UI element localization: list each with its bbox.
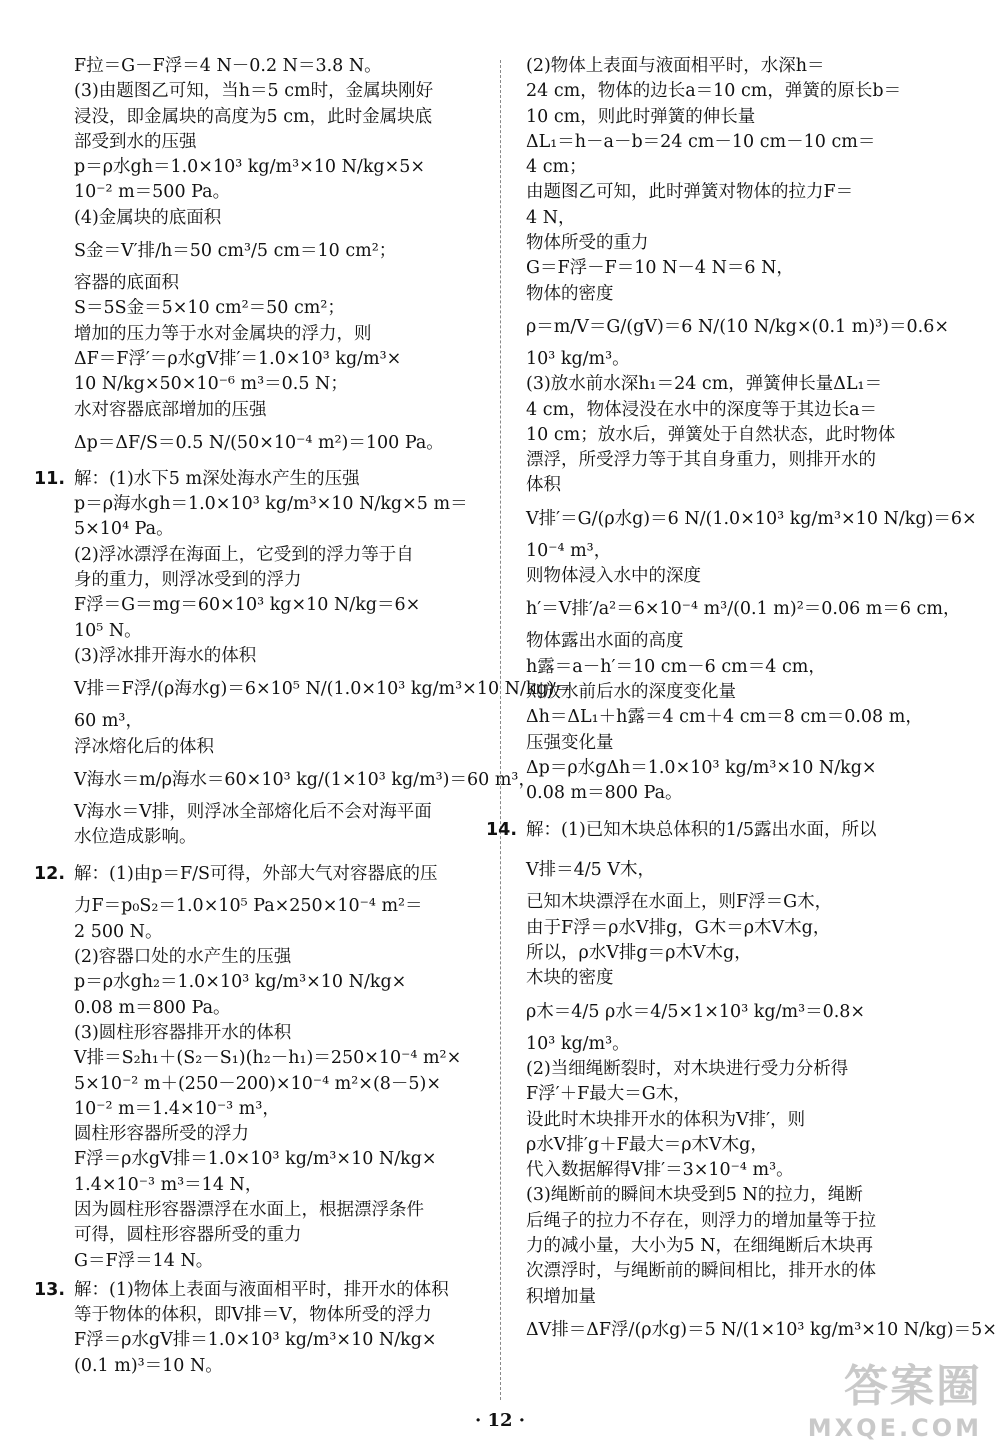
line-text: G＝F浮＝14 N。 <box>74 1250 214 1271</box>
line-text: V排＝S₂h₁＋(S₂－S₁)(h₂－h₁)＝250×10⁻⁴ m²× <box>74 1048 462 1069</box>
line-text: F浮＝G＝mg＝60×10³ kg×10 N/kg＝6× <box>74 595 421 616</box>
text-line <box>526 180 934 205</box>
text-line <box>526 629 934 654</box>
line-text: 则放水前后水的深度变化量 <box>526 681 736 702</box>
text-line <box>74 1021 482 1046</box>
text-line <box>526 307 950 347</box>
text-line <box>526 1108 934 1133</box>
text-line <box>74 1173 482 1198</box>
text-line <box>74 322 482 347</box>
line-text: 解：(1)由p＝F/S可得，外部大气对容器底的压 <box>74 864 438 885</box>
text-line <box>526 1209 934 1234</box>
text-line <box>526 1057 934 1082</box>
text-line <box>526 731 934 756</box>
line-text: 2 500 N。 <box>74 921 163 942</box>
line-text: 物体露出水面的高度 <box>526 631 684 652</box>
line-text: 力的减小量，大小为5 N，在细绳断后木块再 <box>526 1235 874 1256</box>
column-divider <box>500 60 501 1400</box>
line-text: 10 cm，则此时弹簧的伸长量 <box>526 106 756 127</box>
text-line <box>526 781 934 806</box>
line-text: 可得，圆柱形容器所受的重力 <box>74 1225 302 1246</box>
line-text: Δp＝ρ水gΔh＝1.0×10³ kg/m³×10 N/kg× <box>526 757 877 778</box>
text-line <box>74 79 482 104</box>
text-line <box>526 992 934 1032</box>
line-text: (0.1 m)³＝10 N。 <box>74 1355 223 1376</box>
line-text: 0.08 m＝800 Pa。 <box>526 783 683 804</box>
page-number: · 12 · <box>474 1410 526 1431</box>
line-text: 水位造成影响。 <box>74 827 197 848</box>
line-text: 身的重力，则浮冰受到的浮力 <box>74 570 302 591</box>
line-text: ρ＝m/V＝G/(gV)＝6 N/(10 N/kg×(0.1 m)³)＝0.6× <box>526 316 950 337</box>
text-line <box>526 1285 934 1310</box>
question-number: 12. <box>34 864 66 885</box>
text-line <box>74 1046 482 1071</box>
text-line <box>526 1310 997 1350</box>
text-line <box>526 105 934 130</box>
line-text: 1.4×10⁻³ m³＝14 N， <box>74 1174 263 1195</box>
text-line <box>74 1249 482 1274</box>
line-text: 圆柱形容器所受的浮力 <box>74 1124 249 1145</box>
text-line <box>74 231 482 271</box>
line-text: 10⁻² m＝500 Pa。 <box>74 182 231 203</box>
text-line <box>526 473 934 498</box>
line-text: 10⁵ N。 <box>74 620 142 641</box>
text-line <box>526 680 934 705</box>
line-text: V排＝F浮/(ρ海水g)＝6×10⁵ N/(1.0×10³ kg/m³×10 N/kg)＝ <box>74 679 572 700</box>
question-line <box>34 1278 482 1303</box>
line-text: 容器的底面积 <box>74 273 179 294</box>
text-line <box>526 1183 934 1208</box>
text-line <box>526 756 934 781</box>
text-line <box>74 1223 482 1248</box>
line-text: F浮′＋F最大＝G木， <box>526 1084 691 1105</box>
line-text: 体积 <box>526 475 561 496</box>
line-text: ΔL₁＝h－a－b＝24 cm－10 cm－10 cm＝ <box>526 131 876 152</box>
text-line <box>74 543 482 568</box>
text-line <box>74 800 482 825</box>
line-text: 解：(1)物体上表面与液面相平时，排开水的体积 <box>74 1279 449 1300</box>
line-text: 10³ kg/m³。 <box>526 348 630 369</box>
text-line <box>526 423 934 448</box>
text-line <box>74 1328 482 1353</box>
line-text: (4)金属块的底面积 <box>74 207 222 228</box>
line-text: 增加的压力等于水对金属块的浮力，则 <box>74 323 372 344</box>
line-text: 4 N， <box>526 207 576 228</box>
text-line <box>74 593 482 618</box>
text-line <box>526 564 934 589</box>
text-line <box>74 945 482 970</box>
text-line <box>526 130 934 155</box>
line-text: 压强变化量 <box>526 732 614 753</box>
line-text: 5×10⁴ Pa。 <box>74 519 174 540</box>
text-line <box>526 372 934 397</box>
watermark-logo <box>808 1350 982 1442</box>
line-text: p＝ρ海水gh＝1.0×10³ kg/m³×10 N/kg×5 m＝ <box>74 494 468 515</box>
line-text: (3)绳断前的瞬间木块受到5 N的拉力，绳断 <box>526 1185 863 1206</box>
line-text: 浸没，即金属块的高度为5 cm，此时金属块底 <box>74 106 433 127</box>
text-line <box>526 155 934 180</box>
line-text: V排′＝G/(ρ水g)＝6 N/(1.0×10³ kg/m³×10 N/kg)＝6× <box>526 508 977 529</box>
line-text: F浮＝ρ水gV排＝1.0×10³ kg/m³×10 N/kg× <box>74 1330 437 1351</box>
text-line <box>74 155 482 180</box>
line-text: V海水＝m/ρ海水＝60×10³ kg/(1×10³ kg/m³)＝60 m³， <box>74 769 536 790</box>
line-text: 解：(1)已知木块总体积的1/5露出水面，所以 <box>526 820 877 841</box>
line-text: 后绳子的拉力不存在，则浮力的增加量等于拉 <box>526 1210 876 1231</box>
question-number: 13. <box>34 1279 66 1300</box>
text-line <box>74 760 536 800</box>
line-text: 60 m³， <box>74 711 143 732</box>
text-line <box>526 347 934 372</box>
line-text: h′＝V排′/a²＝6×10⁻⁴ m³/(0.1 m)²＝0.06 m＝6 cm， <box>526 599 961 620</box>
line-text: 0.08 m＝800 Pa。 <box>74 997 231 1018</box>
text-line <box>74 825 482 850</box>
text-line <box>526 79 934 104</box>
text-line <box>74 970 482 995</box>
text-line <box>526 966 934 991</box>
line-text: (3)由题图乙可知，当h＝5 cm时，金属块刚好 <box>74 81 434 102</box>
text-line <box>526 1082 934 1107</box>
text-line <box>526 1259 934 1284</box>
line-text: 次漂浮时，与绳断前的瞬间相比，排开水的体 <box>526 1261 876 1282</box>
question-number: 14. <box>486 820 518 841</box>
text-line <box>74 296 482 321</box>
text-line <box>74 1097 482 1122</box>
line-text: F拉＝G－F浮＝4 N－0.2 N＝3.8 N。 <box>74 56 382 76</box>
text-line <box>74 180 482 205</box>
line-text: 4 cm，物体浸没在水中的深度等于其边长a＝ <box>526 399 878 420</box>
text-line <box>74 920 482 945</box>
line-text: 解：(1)水下5 m深处海水产生的压强 <box>74 468 360 489</box>
line-text: 24 cm，物体的边长a＝10 cm，弹簧的原长b＝ <box>526 81 902 102</box>
text-line <box>74 517 482 542</box>
line-text: 设此时木块排开水的体积为V排′，则 <box>526 1109 806 1130</box>
text-line <box>74 1354 482 1379</box>
text-line <box>526 256 934 281</box>
text-line <box>74 1072 482 1097</box>
line-text: 10³ kg/m³。 <box>526 1033 630 1054</box>
line-text: 5×10⁻² m＋(250－200)×10⁻⁴ m²×(8－5)× <box>74 1073 442 1094</box>
line-text: S＝5S金＝5×10 cm²＝50 cm²； <box>74 298 345 319</box>
line-text: p＝ρ水gh₂＝1.0×10³ kg/m³×10 N/kg× <box>74 972 407 993</box>
line-text: 代入数据解得V排′＝3×10⁻⁴ m³。 <box>526 1160 794 1181</box>
line-text: 浮冰熔化后的体积 <box>74 736 214 757</box>
line-text: 已知木块漂浮在水面上，则F浮＝G木， <box>526 892 833 913</box>
text-line <box>74 894 482 919</box>
line-text: 积增加量 <box>526 1286 596 1307</box>
text-line <box>74 735 482 760</box>
line-text: (2)容器口处的水产生的压强 <box>74 947 292 968</box>
line-text: 物体的密度 <box>526 283 614 304</box>
line-text: ΔF＝F浮′＝ρ水gV排′＝1.0×10³ kg/m³× <box>74 348 402 369</box>
line-text: 漂浮，所受浮力等于其自身重力，则排开水的 <box>526 450 876 471</box>
text-line <box>74 423 482 463</box>
text-line <box>74 1198 482 1223</box>
text-line <box>526 916 934 941</box>
text-line <box>526 1234 934 1259</box>
text-line <box>74 996 482 1021</box>
text-line <box>526 850 934 890</box>
text-line <box>74 271 482 296</box>
right-column <box>486 54 997 1350</box>
line-text: 物体所受的重力 <box>526 233 649 254</box>
line-text: V海水＝V排，则浮冰全部熔化后不会对海平面 <box>74 801 432 822</box>
text-line <box>74 130 482 155</box>
line-text: (3)放水前水深h₁＝24 cm，弹簧伸长量ΔL₁＝ <box>526 374 883 395</box>
line-text: 等于物体的体积，即V排＝V，物体所受的浮力 <box>74 1305 432 1326</box>
watermark-text-bottom: MXQE.COM <box>807 1414 982 1442</box>
text-line <box>526 1158 934 1183</box>
line-text: 10 N/kg×50×10⁻⁶ m³＝0.5 N； <box>74 374 348 395</box>
line-text: (3)圆柱形容器排开水的体积 <box>74 1022 292 1043</box>
question-line <box>34 854 482 894</box>
text-line <box>526 499 977 539</box>
text-line <box>526 282 934 307</box>
text-line <box>526 231 934 256</box>
line-text: 10 cm；放水后，弹簧处于自然状态，此时物体 <box>526 424 896 445</box>
line-text: (2)物体上表面与液面相平时，水深h＝ <box>526 56 825 76</box>
line-text: p＝ρ水gh＝1.0×10³ kg/m³×10 N/kg×5× <box>74 157 426 178</box>
text-line <box>526 1133 934 1158</box>
text-line <box>526 398 934 423</box>
line-text: (2)当细绳断裂时，对木块进行受力分析得 <box>526 1058 849 1079</box>
line-text: 由于F浮＝ρ水V排g，G木＝ρ木V木g， <box>526 917 831 938</box>
question-line <box>34 467 482 492</box>
line-text: 因为圆柱形容器漂浮在水面上，根据漂浮条件 <box>74 1199 424 1220</box>
text-line <box>526 54 934 79</box>
text-line <box>74 644 482 669</box>
line-text: 10⁻² m＝1.4×10⁻³ m³， <box>74 1098 280 1119</box>
text-line <box>74 619 482 644</box>
line-text: 木块的密度 <box>526 968 614 989</box>
line-text: V排＝4/5 V木， <box>526 860 656 881</box>
line-text: ΔV排＝ΔF浮/(ρ水g)＝5 N/(1×10³ kg/m³×10 N/kg)＝5× <box>526 1319 997 1340</box>
line-text: 水对容器底部增加的压强 <box>74 399 267 420</box>
text-line <box>526 941 934 966</box>
line-text: Δh＝ΔL₁＋h露＝4 cm＋4 cm＝8 cm＝0.08 m， <box>526 707 923 728</box>
line-text: 力F＝p₀S₂＝1.0×10⁵ Pa×250×10⁻⁴ m²＝ <box>74 896 423 917</box>
text-line <box>74 669 572 709</box>
text-line <box>74 54 482 79</box>
text-line <box>74 709 482 734</box>
text-line <box>526 539 934 564</box>
text-line <box>74 206 482 231</box>
text-line <box>526 589 961 629</box>
text-line <box>74 1147 482 1172</box>
line-text: ρ木＝4/5 ρ水＝4/5×1×10³ kg/m³＝0.8× <box>526 1001 866 1022</box>
watermark-text-top: 答案圈 <box>844 1361 982 1412</box>
text-line <box>526 1032 934 1057</box>
text-line <box>526 655 934 680</box>
line-text: (3)浮冰排开海水的体积 <box>74 645 257 666</box>
line-text: 由题图乙可知，此时弹簧对物体的拉力F＝ <box>526 182 854 203</box>
line-text: 部受到水的压强 <box>74 131 197 152</box>
text-line <box>74 372 482 397</box>
text-line <box>526 206 934 231</box>
text-line <box>74 1303 482 1328</box>
line-text: h露＝a－h′＝10 cm－6 cm＝4 cm， <box>526 656 826 677</box>
text-line <box>74 347 482 372</box>
text-line <box>74 105 482 130</box>
text-line <box>526 705 934 730</box>
text-line <box>74 492 482 517</box>
question-line <box>486 810 934 850</box>
line-text: 则物体浸入水中的深度 <box>526 566 701 587</box>
text-line <box>74 1122 482 1147</box>
line-text: 所以，ρ水V排g＝ρ木V木g， <box>526 943 752 964</box>
text-line <box>74 398 482 423</box>
line-text: 10⁻⁴ m³， <box>526 540 612 561</box>
text-line <box>526 448 934 473</box>
line-text: S金＝V′排/h＝50 cm³/5 cm＝10 cm²； <box>74 241 397 262</box>
line-text: ρ水V排′g＋F最大＝ρ木V木g， <box>526 1134 768 1155</box>
line-text: G＝F浮－F＝10 N－4 N＝6 N， <box>526 258 794 279</box>
line-text: Δp＝ΔF/S＝0.5 N/(50×10⁻⁴ m²)＝100 Pa。 <box>74 432 444 453</box>
text-line <box>526 890 934 915</box>
text-line <box>74 568 482 593</box>
line-text: (2)浮冰漂浮在海面上，它受到的浮力等于自 <box>74 544 414 565</box>
question-number: 11. <box>34 468 66 489</box>
line-text: F浮＝ρ水gV排＝1.0×10³ kg/m³×10 N/kg× <box>74 1149 437 1170</box>
line-text: 4 cm； <box>526 157 587 178</box>
